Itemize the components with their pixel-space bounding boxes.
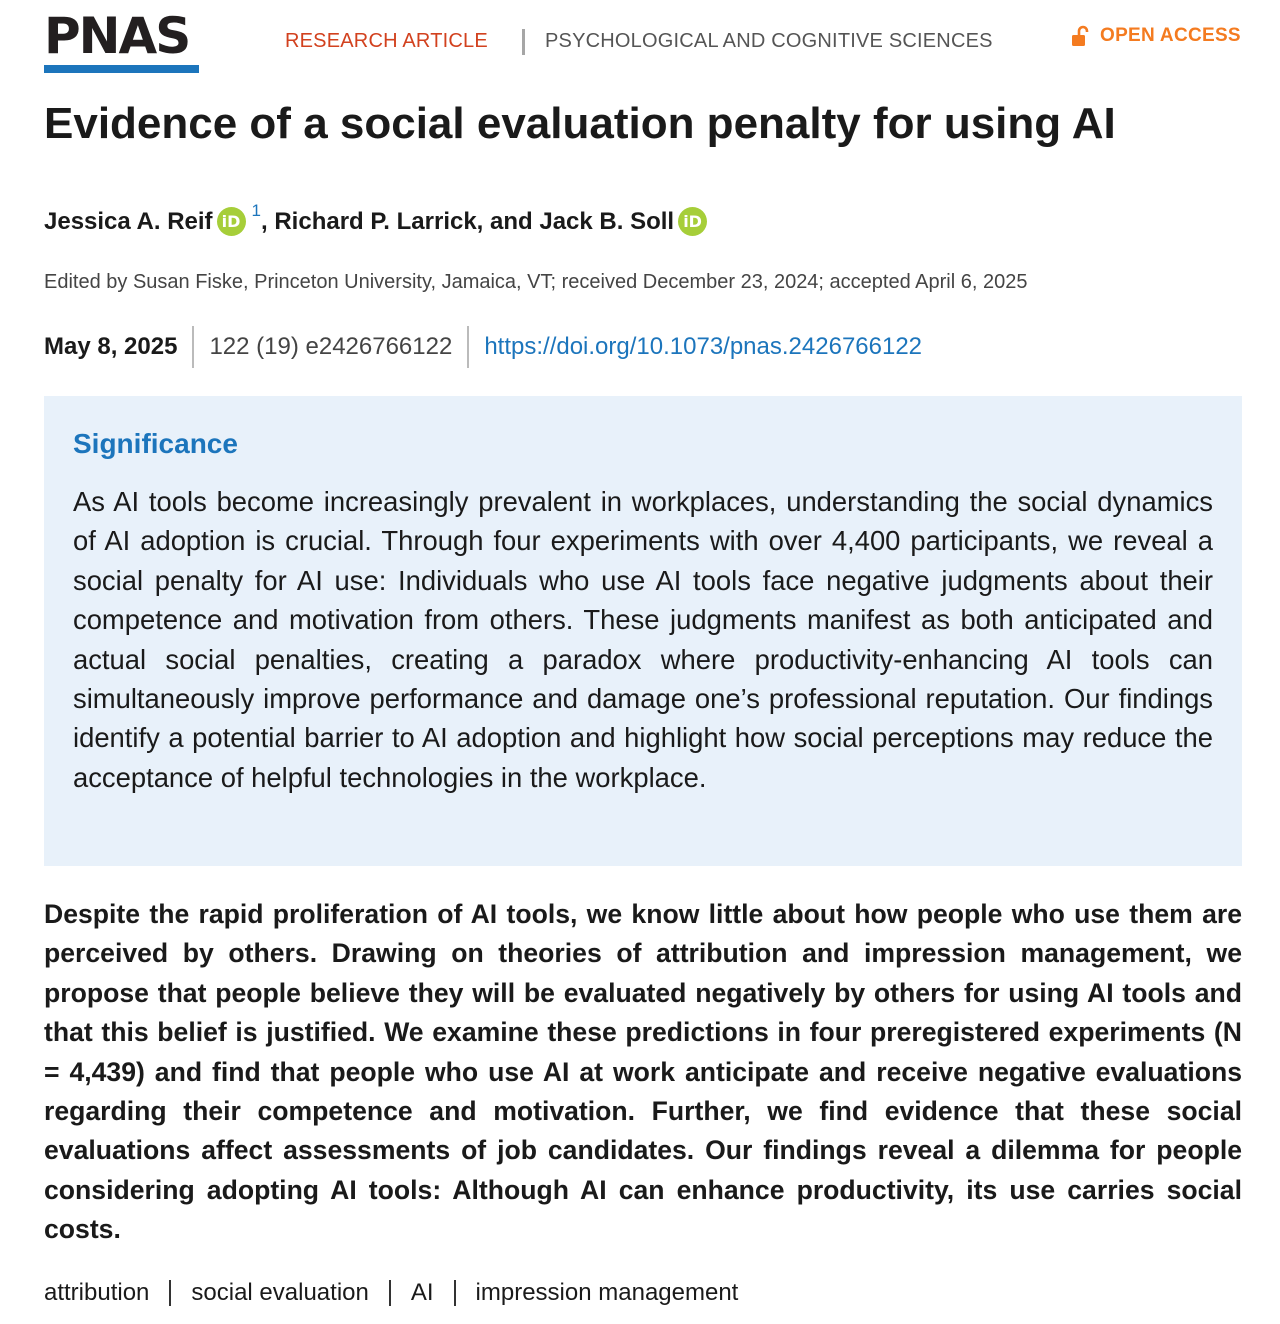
orcid-icon[interactable]: iD [678, 207, 707, 236]
author-list [44, 200, 711, 236]
section-label[interactable]: PSYCHOLOGICAL AND COGNITIVE SCIENCES [545, 30, 993, 52]
significance-box [44, 396, 1242, 866]
open-lock-icon [1070, 24, 1094, 48]
volume-issue: 122 (19) e2426766122 [209, 333, 453, 360]
meta-divider [467, 326, 469, 368]
keyword[interactable]: social evaluation [191, 1279, 369, 1306]
author-reif[interactable]: Jessica A. Reif [44, 207, 213, 235]
editorial-history: Edited by Susan Fiske, Princeton University, Jamaica, VT; received December 23, 2024; accepted April 6, 2025 [44, 271, 1028, 293]
keyword-list [44, 1279, 738, 1307]
affiliation-marker[interactable]: 1 [251, 200, 262, 220]
publication-date: May 8, 2025 [44, 333, 178, 360]
significance-text: As AI tools become increasingly prevalent in workplaces, understanding the social dynamics of AI adoption is crucial. Through four experiments with over 4,400 participants, we reveal a social penalty for AI use: Individuals who use AI tools face negative judgments about their competence and motivation from others. These judgments manifest as both anticipated and actual social penalties, creating a paradox where productivity-enhancing AI tools can simultaneously improve performance and damage one’s professional reputation. Our findings identify a potential barrier to AI adoption and highlight how social perceptions may reduce the acceptance of helpful technologies in the workplace. [73, 486, 1213, 793]
publication-meta [44, 326, 922, 368]
article-type-label[interactable]: RESEARCH ARTICLE [285, 30, 488, 52]
keyword[interactable]: attribution [44, 1279, 150, 1306]
abstract-text: Despite the rapid proliferation of AI tools, we know little about how people who use them are perceived by others. Drawing on theories of attribution and impression management, we propose that people believe they will be evaluated negatively by others for using AI tools and that this belief is justified. We examine these predictions in four preregistered experiments (N = 4,439) and find that people who use AI at work anticipate and receive negative evaluations regarding their competence and motivation. Further, we find evidence that these social evaluations affect assessments of job candidates. Our findings reveal a dilemma for people considering adopting AI tools: Although AI can enhance productivity, its use carries social costs. [44, 899, 1242, 1245]
keyword-divider [389, 1280, 391, 1306]
keyword-divider [454, 1280, 456, 1306]
logo-text: PNAS [44, 7, 190, 65]
open-access-badge [1070, 24, 1241, 48]
doi-link[interactable]: https://doi.org/10.1073/pnas.2426766122 [484, 333, 923, 360]
logo-bar [44, 65, 199, 73]
significance-heading: Significance [73, 428, 238, 459]
keyword[interactable]: AI [410, 1279, 434, 1306]
article-header [0, 0, 1280, 80]
header-divider [522, 29, 525, 55]
pnas-logo[interactable] [44, 7, 200, 73]
coauthors[interactable]: , Richard P. Larrick, and Jack B. Soll [261, 207, 675, 235]
keyword[interactable]: impression management [475, 1279, 739, 1306]
meta-divider [192, 326, 194, 368]
keyword-divider [169, 1280, 171, 1306]
article-title: Evidence of a social evaluation penalty for using AI [44, 99, 1116, 148]
open-access-label: OPEN ACCESS [1100, 25, 1241, 46]
orcid-icon[interactable]: iD [217, 207, 246, 236]
